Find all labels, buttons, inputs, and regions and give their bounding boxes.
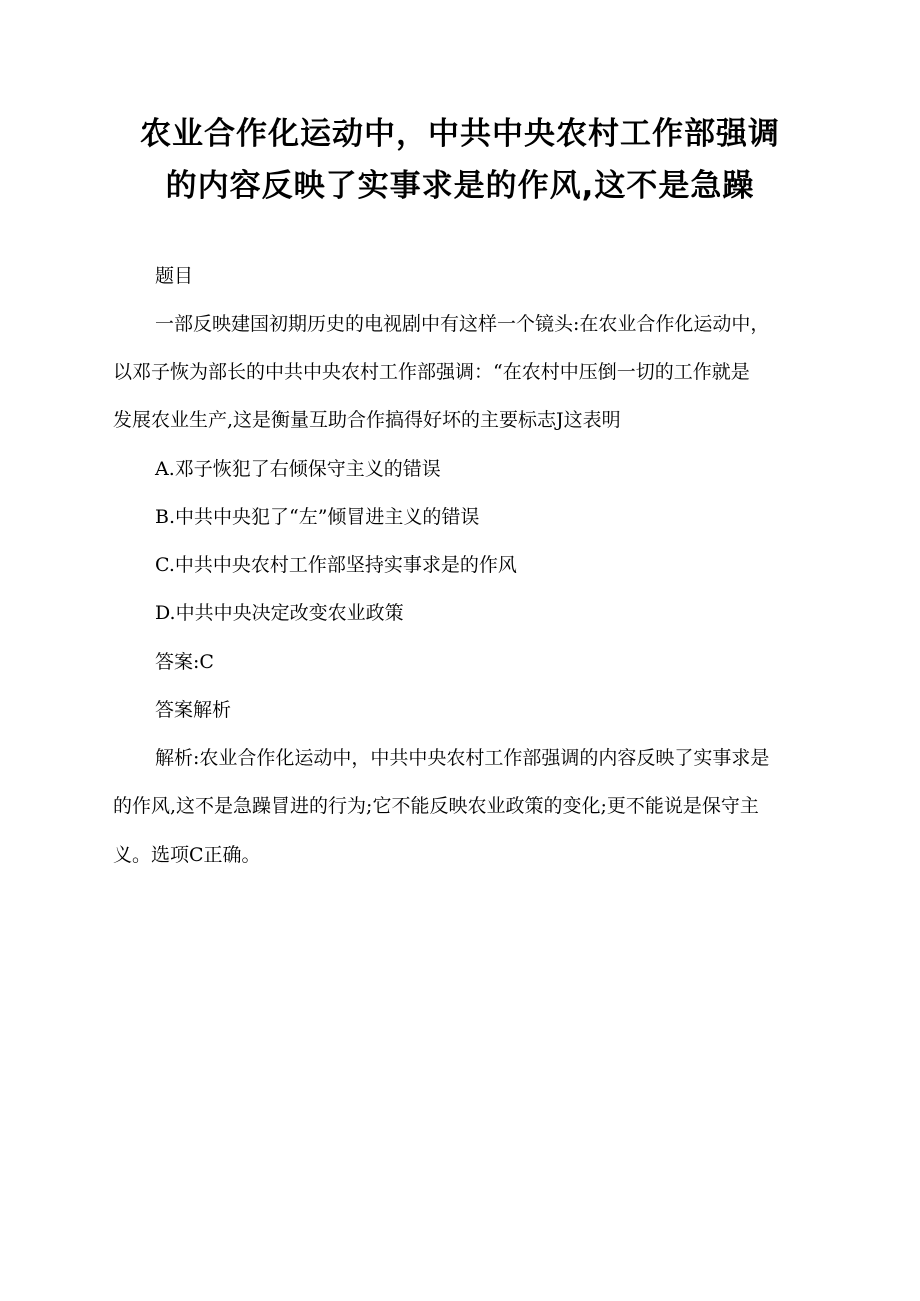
analysis-line-2: 的作风,这不是急躁冒进的行为;它不能反映农业政策的变化;更不能说是保守主 xyxy=(113,795,759,817)
question-line-1: 一部反映建国初期历史的电视剧中有这样一个镜头:在农业合作化运动中， xyxy=(155,313,770,335)
option-c: C.中共中央农村工作部坚持实事求是的作风 xyxy=(155,554,517,576)
option-b: B.中共中央犯了“左”倾冒进主义的错误 xyxy=(155,506,480,528)
analysis-line-3: 义。选项C正确。 xyxy=(113,844,261,866)
answer-text: 答案:C xyxy=(155,651,214,673)
analysis-heading: 答案解析 xyxy=(155,699,232,721)
question-heading: 题目 xyxy=(155,265,194,287)
document-title-line-1: 农业合作化运动中，中共中央农村工作部强调 xyxy=(140,116,780,152)
option-d: D.中共中央决定改变农业政策 xyxy=(155,602,404,624)
question-line-3: 发展农业生产,这是衡量互助合作搞得好坏的主要标志J这表明 xyxy=(113,409,621,431)
analysis-line-1: 解析:农业合作化运动中，中共中央农村工作部强调的内容反映了实事求是 xyxy=(155,747,770,769)
option-a: A.邓子恢犯了右倾保守主义的错误 xyxy=(155,458,441,480)
document-title-line-2: 的内容反映了实事求是的作风,这不是急躁 xyxy=(165,168,755,204)
question-line-2: 以邓子恢为部长的中共中央农村工作部强调：“在农村中压倒一切的工作就是 xyxy=(113,361,750,383)
